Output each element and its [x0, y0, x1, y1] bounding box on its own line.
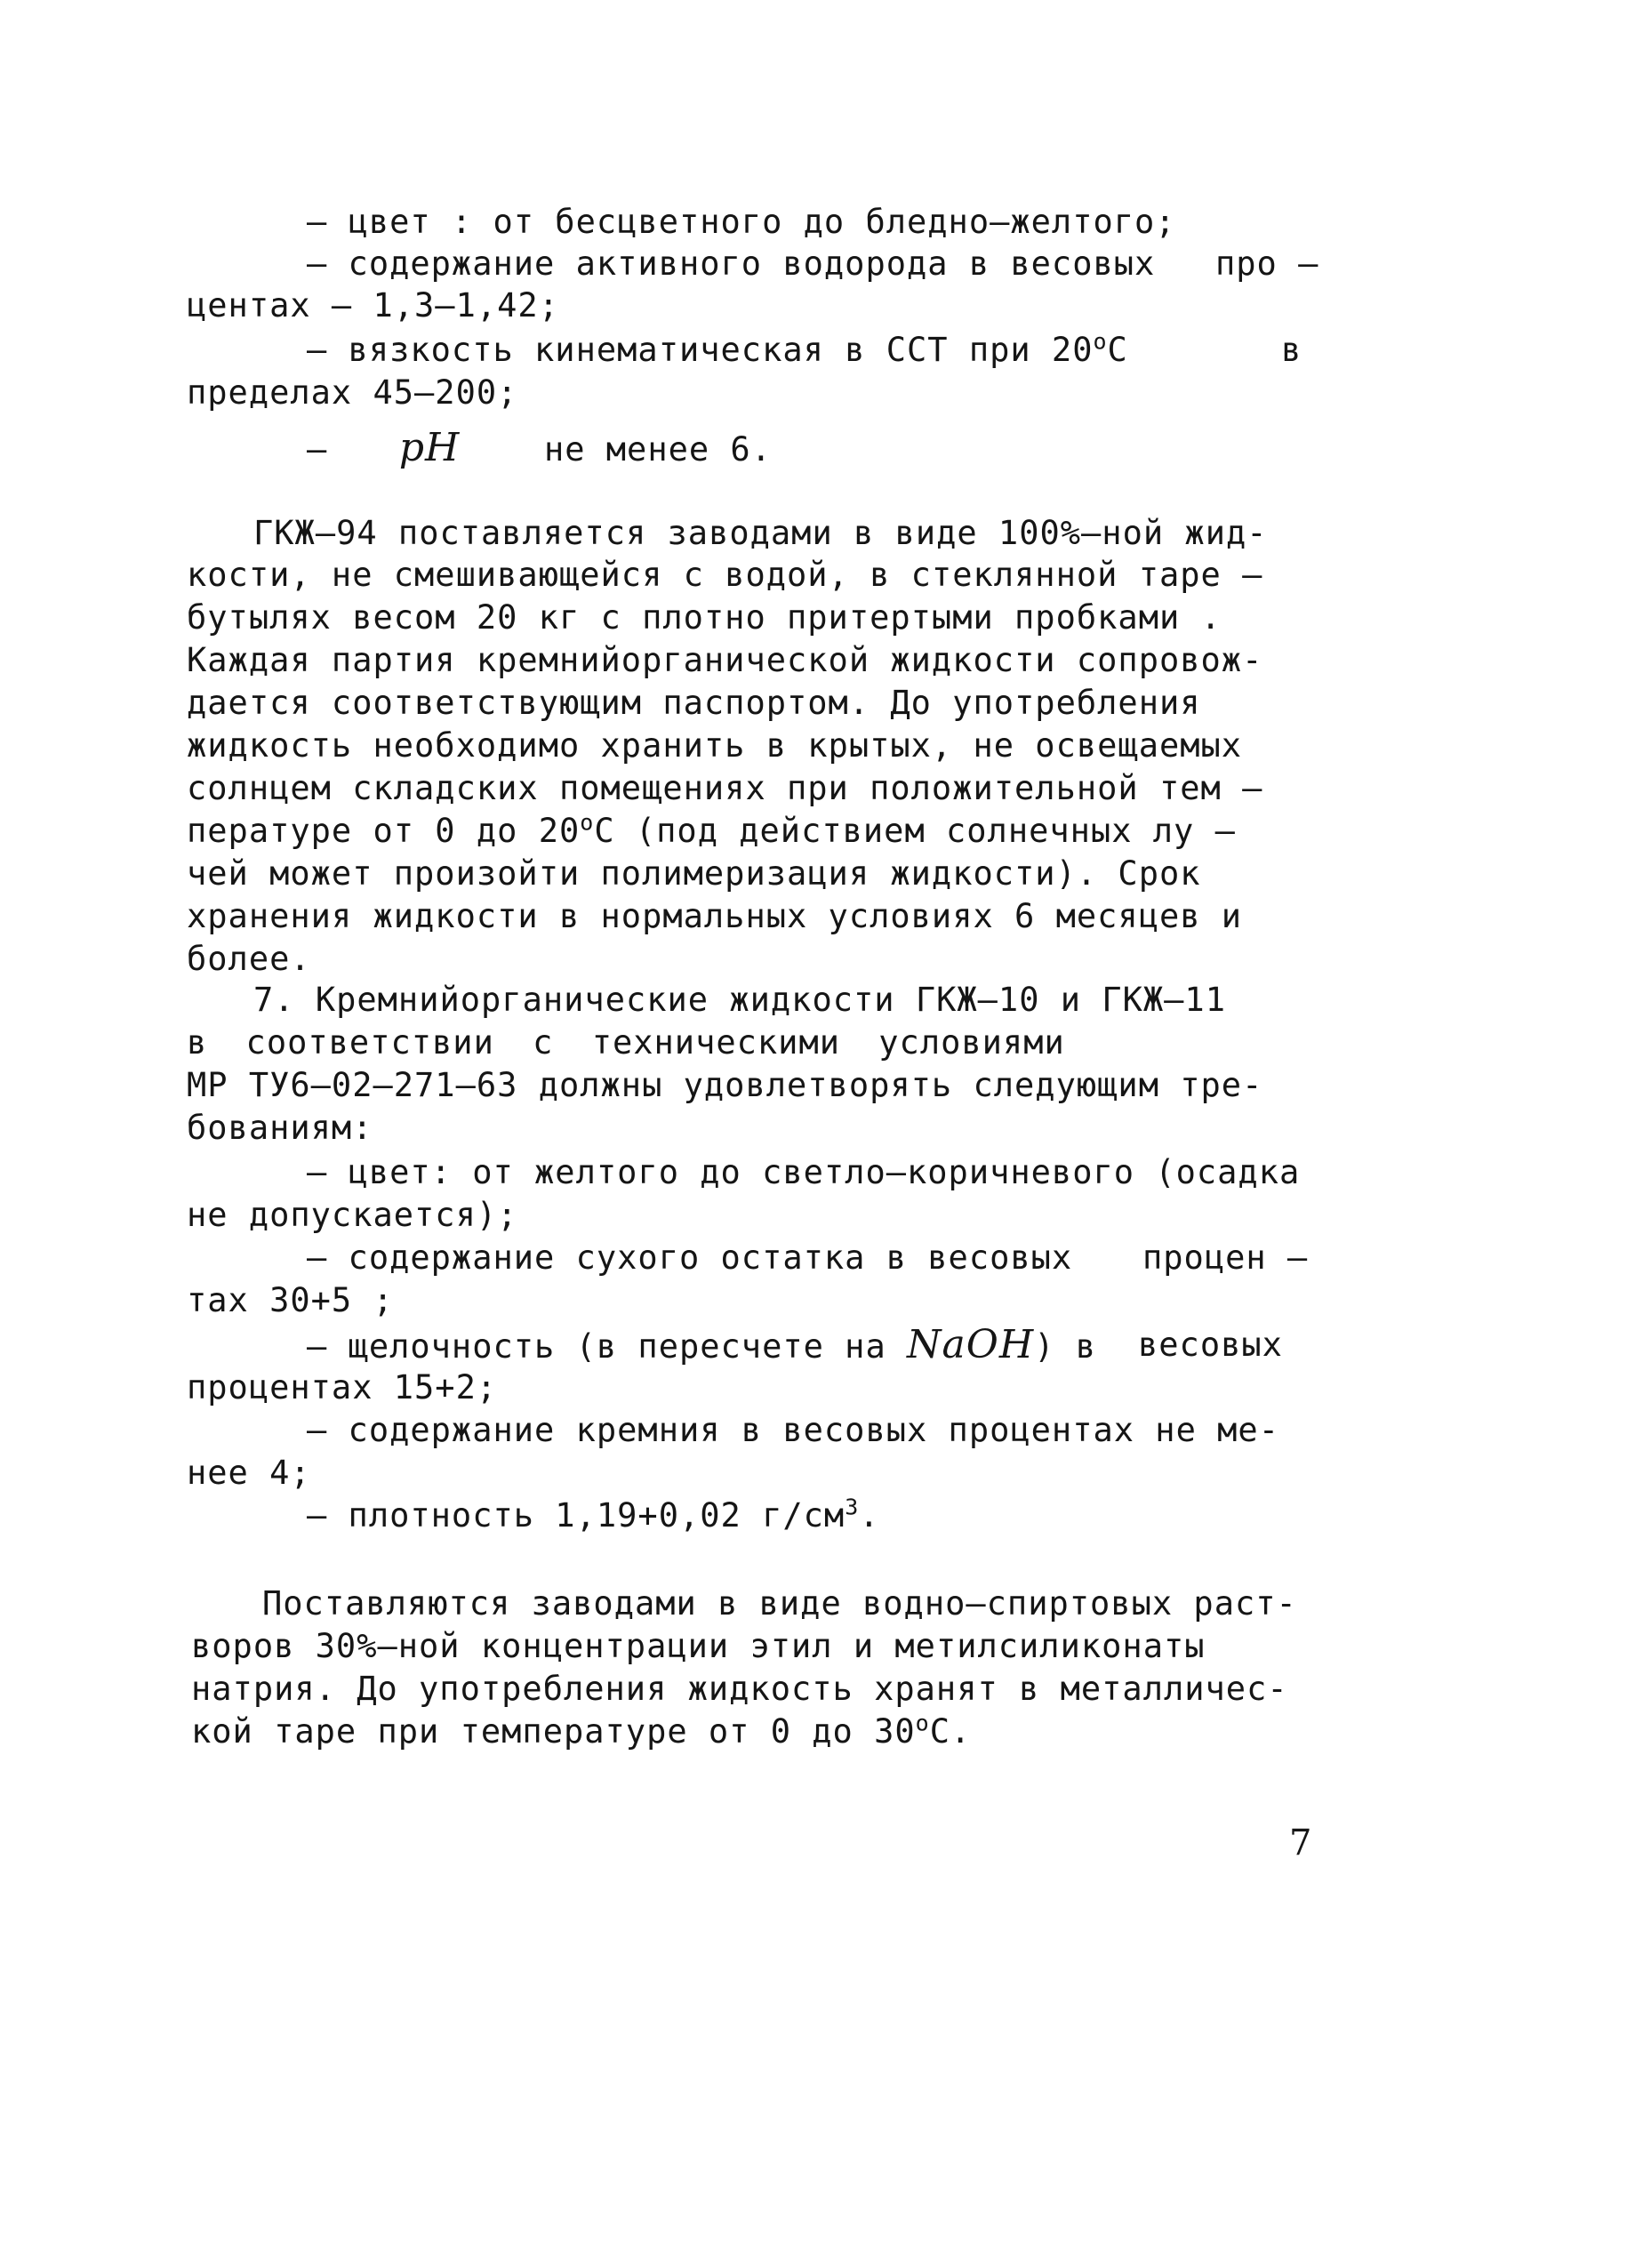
naoh-formula: NaOH	[907, 1322, 1035, 1367]
gkzh94-line-4: Каждая партия кремнийорганической жидкости сопровож-	[187, 641, 1263, 679]
spec-viscosity-unit: С	[1107, 331, 1128, 369]
spec-viscosity-text: – вязкость кинематическая в ССТ при 20	[307, 331, 1094, 369]
supply-line-1: Поставляются заводами в виде водно–спиртовых раст-	[262, 1584, 1297, 1623]
supply-line-2: воров 30%–ной концентрации этил и метилсиликонаты	[191, 1627, 1206, 1665]
item7-silicon-line-a: – содержание кремния в весовых процентах не ме-	[307, 1411, 1279, 1449]
item7-alkalinity-line-b: процентах 15+2;	[187, 1368, 498, 1406]
gkzh94-line-2: кости, не смешивающейся с водой, в стеклянной таре –	[187, 556, 1263, 594]
spec-ph-dash: –	[307, 430, 328, 469]
item7-silicon-line-b: нее 4;	[187, 1454, 311, 1492]
spec-viscosity-line-b: пределах 45–200;	[187, 373, 518, 412]
spec-viscosity-line-a	[307, 328, 1302, 370]
spec-color-line: – цвет : от бесцветного до бледно–желтого;	[307, 203, 1176, 241]
gkzh94-line-8	[187, 809, 1236, 851]
supply-line-4-a: кой таре при температуре от 0 до 30	[191, 1712, 916, 1751]
page-number: 7	[1289, 1823, 1312, 1863]
item7-alkalinity-end: весовых	[1138, 1326, 1283, 1364]
item7-alkalinity-text: – щелочность (в пересчете на	[307, 1327, 886, 1366]
ph-symbol: pH	[398, 425, 461, 470]
item7-dry-text: – содержание сухого остатка в весовых	[307, 1238, 1073, 1277]
item7-heading-line: 7. Кремнийорганические жидкости ГКЖ–10 и ГКЖ–11	[253, 981, 1226, 1019]
item7-color-line-a: – цвет: от желтого до светло–коричневого (осадка	[307, 1153, 1301, 1191]
gkzh94-line-5: дается соответствующим паспортом. До употребления	[187, 684, 1201, 722]
item7-alkalinity-line-a	[307, 1322, 1283, 1367]
spec-viscosity-end: в	[1281, 331, 1302, 369]
degree-symbol: о	[580, 809, 595, 836]
item7-dry-end: процен –	[1142, 1238, 1309, 1277]
item7-dry-line-a	[307, 1238, 1309, 1278]
item7-density-end: .	[859, 1496, 880, 1535]
item7-color-line-b: не допускается);	[187, 1196, 518, 1234]
spec-hydrogen-line-b: центах – 1,3–1,42;	[187, 286, 559, 325]
gkzh94-line-1: ГКЖ–94 поставляется заводами в виде 100%–ной жид-	[253, 514, 1268, 552]
spec-hydrogen-hyphen: про –	[1215, 244, 1319, 283]
gkzh94-line-8-a: пературе от 0 до 20	[187, 812, 581, 850]
gkzh94-line-9: чей может произойти полимеризация жидкости). Срок	[187, 854, 1201, 893]
degree-symbol: о	[1093, 328, 1108, 355]
item7-density-text: – плотность 1,19+0,02 г/см	[307, 1496, 846, 1535]
gkzh94-line-7: солнцем складских помещениях при положительной тем –	[187, 769, 1263, 807]
spec-ph-text: не менее 6.	[543, 430, 772, 469]
item7-line-4: бованиям:	[187, 1109, 373, 1147]
item7-alkalinity-mid: ) в	[1034, 1327, 1097, 1366]
item7-line-2: в соответствии с техническими условиями	[187, 1023, 1065, 1062]
degree-symbol: о	[915, 1710, 930, 1736]
item7-density-line	[307, 1496, 880, 1535]
item7-line-3: МР ТУ6–02–271–63 должны удовлетворять следующим тре-	[187, 1066, 1263, 1104]
supply-line-3: натрия. До употребления жидкость хранят в металличес-	[191, 1670, 1288, 1708]
spec-ph-line	[307, 425, 772, 470]
gkzh94-line-11: более.	[187, 940, 311, 978]
gkzh94-line-6: жидкость необходимо хранить в крытых, не освещаемых	[187, 726, 1243, 765]
gkzh94-line-3: бутылях весом 20 кг с плотно притертыми пробками .	[187, 598, 1222, 637]
item7-dry-line-b: тах 30+5 ;	[187, 1281, 394, 1319]
spec-hydrogen-text: – содержание активного водорода в весовых	[307, 244, 1156, 283]
gkzh94-line-8-b: С (под действием солнечных лу –	[594, 812, 1236, 850]
gkzh94-line-10: хранения жидкости в нормальных условиях 6 месяцев и	[187, 897, 1243, 935]
spec-hydrogen-line-a	[307, 244, 1319, 284]
supply-line-4	[191, 1712, 971, 1751]
supply-line-4-b: С.	[929, 1712, 972, 1751]
superscript-3: 3	[845, 1494, 860, 1520]
